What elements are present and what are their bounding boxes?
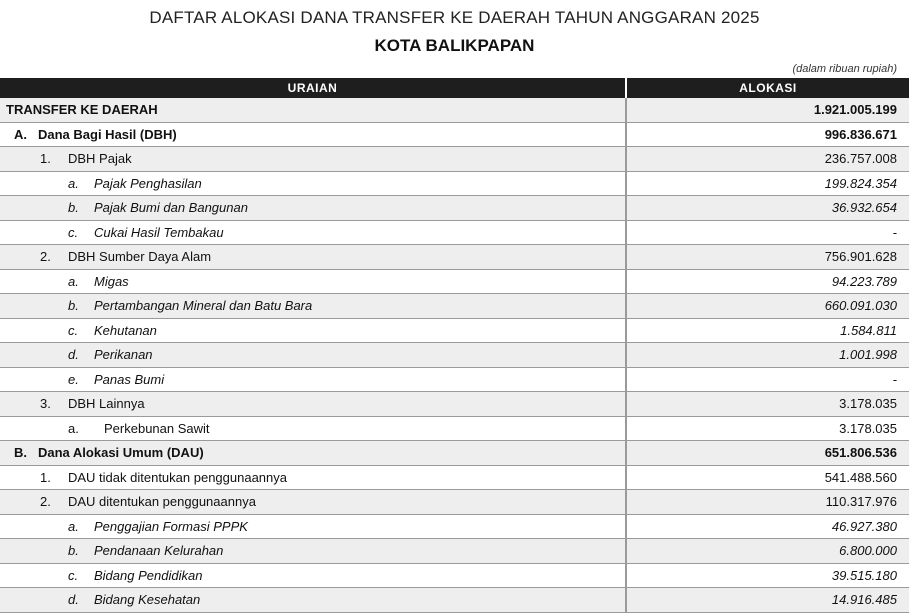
uraian-cell xyxy=(0,196,626,221)
uraian-cell xyxy=(0,367,626,392)
table-row xyxy=(0,539,909,564)
uraian-cell xyxy=(0,122,626,147)
table-row xyxy=(0,220,909,245)
row-label: Dana Bagi Hasil (DBH) xyxy=(38,126,177,142)
table-row xyxy=(0,122,909,147)
alokasi-cell: 756.901.628 xyxy=(626,245,909,270)
alokasi-cell: 3.178.035 xyxy=(626,392,909,417)
alokasi-cell: 110.317.976 xyxy=(626,490,909,515)
alokasi-cell: 46.927.380 xyxy=(626,514,909,539)
alokasi-cell: 39.515.180 xyxy=(626,563,909,588)
uraian-cell xyxy=(0,514,626,539)
row-marker: a. xyxy=(68,273,79,289)
row-label: Bidang Pendidikan xyxy=(94,567,203,583)
table-row xyxy=(0,98,909,122)
uraian-cell xyxy=(0,416,626,441)
row-marker: b. xyxy=(68,543,79,559)
allocation-table xyxy=(0,78,909,613)
uraian-cell xyxy=(0,318,626,343)
table-row xyxy=(0,514,909,539)
row-marker: c. xyxy=(68,322,79,338)
row-label: Penggajian Formasi PPPK xyxy=(94,518,248,534)
uraian-cell xyxy=(0,588,626,613)
row-marker: 1. xyxy=(40,469,51,485)
row-marker: a. xyxy=(68,175,79,191)
alokasi-cell: 199.824.354 xyxy=(626,171,909,196)
row-label: Perikanan xyxy=(94,347,153,363)
alokasi-cell: 6.800.000 xyxy=(626,539,909,564)
alokasi-cell: 1.001.998 xyxy=(626,343,909,368)
uraian-cell xyxy=(0,147,626,172)
row-label: Pajak Penghasilan xyxy=(94,175,202,191)
alokasi-cell: 36.932.654 xyxy=(626,196,909,221)
row-label: DBH Lainnya xyxy=(68,396,145,412)
alokasi-cell: 651.806.536 xyxy=(626,441,909,466)
uraian-cell xyxy=(0,294,626,319)
row-label: Bidang Kesehatan xyxy=(94,592,201,608)
row-marker: 3. xyxy=(40,396,51,412)
uraian-cell xyxy=(0,245,626,270)
document-title: DAFTAR ALOKASI DANA TRANSFER KE DAERAH TAHUN ANGGARAN 2025 xyxy=(149,8,760,27)
row-marker: A. xyxy=(14,126,27,142)
uraian-cell xyxy=(0,441,626,466)
column-header-uraian: URAIAN xyxy=(0,78,626,98)
alokasi-cell: 14.916.485 xyxy=(626,588,909,613)
table-row xyxy=(0,269,909,294)
alokasi-cell: 236.757.008 xyxy=(626,147,909,172)
table-row xyxy=(0,171,909,196)
row-marker: b. xyxy=(68,200,79,216)
row-label: Migas xyxy=(94,273,129,289)
alokasi-cell: - xyxy=(626,367,909,392)
uraian-cell xyxy=(0,269,626,294)
uraian-cell xyxy=(0,98,626,122)
table-row xyxy=(0,318,909,343)
row-label: Cukai Hasil Tembakau xyxy=(94,224,224,240)
table-header-row xyxy=(0,78,909,98)
row-marker: c. xyxy=(68,224,79,240)
row-marker: 1. xyxy=(40,151,51,167)
table-row xyxy=(0,392,909,417)
row-marker: B. xyxy=(14,445,27,461)
table-row xyxy=(0,245,909,270)
table-row xyxy=(0,441,909,466)
uraian-cell xyxy=(0,490,626,515)
row-marker: e. xyxy=(68,371,79,387)
row-label: DAU tidak ditentukan penggunaannya xyxy=(68,469,287,485)
row-marker: d. xyxy=(68,592,79,608)
alokasi-cell: 996.836.671 xyxy=(626,122,909,147)
table-row xyxy=(0,465,909,490)
document-subtitle: KOTA BALIKPAPAN xyxy=(374,36,535,55)
uraian-cell xyxy=(0,220,626,245)
row-label: Kehutanan xyxy=(94,322,157,338)
alokasi-cell: 660.091.030 xyxy=(626,294,909,319)
row-label: Pertambangan Mineral dan Batu Bara xyxy=(94,298,313,314)
uraian-cell xyxy=(0,539,626,564)
unit-note: (dalam ribuan rupiah) xyxy=(792,63,897,75)
row-marker: d. xyxy=(68,347,79,363)
table-row xyxy=(0,147,909,172)
row-marker: a. xyxy=(68,518,79,534)
uraian-cell xyxy=(0,171,626,196)
table-row xyxy=(0,343,909,368)
alokasi-cell: 541.488.560 xyxy=(626,465,909,490)
row-label: DBH Sumber Daya Alam xyxy=(68,249,212,265)
alokasi-cell: 1.584.811 xyxy=(626,318,909,343)
table-row xyxy=(0,416,909,441)
uraian-cell xyxy=(0,563,626,588)
table-row xyxy=(0,294,909,319)
row-label: Perkebunan Sawit xyxy=(104,420,210,436)
row-marker: c. xyxy=(68,567,79,583)
row-label: Pendanaan Kelurahan xyxy=(94,543,224,559)
row-label: Dana Alokasi Umum (DAU) xyxy=(38,445,204,461)
row-marker: a. xyxy=(68,420,79,436)
row-marker: 2. xyxy=(40,249,51,265)
table-row xyxy=(0,588,909,613)
row-label: DBH Pajak xyxy=(68,151,132,167)
table-row xyxy=(0,196,909,221)
column-header-alokasi: ALOKASI xyxy=(626,78,909,98)
row-label: Pajak Bumi dan Bangunan xyxy=(94,200,248,216)
row-label: TRANSFER KE DAERAH xyxy=(6,102,158,118)
table-row xyxy=(0,490,909,515)
table-row xyxy=(0,563,909,588)
row-marker: 2. xyxy=(40,494,51,510)
uraian-cell xyxy=(0,465,626,490)
alokasi-cell: - xyxy=(626,220,909,245)
row-label: DAU ditentukan penggunaannya xyxy=(68,494,256,510)
alokasi-cell: 3.178.035 xyxy=(626,416,909,441)
alokasi-cell: 1.921.005.199 xyxy=(626,98,909,122)
row-label: Panas Bumi xyxy=(94,371,165,387)
uraian-cell xyxy=(0,343,626,368)
table-row xyxy=(0,367,909,392)
row-marker: b. xyxy=(68,298,79,314)
alokasi-cell: 94.223.789 xyxy=(626,269,909,294)
uraian-cell xyxy=(0,392,626,417)
